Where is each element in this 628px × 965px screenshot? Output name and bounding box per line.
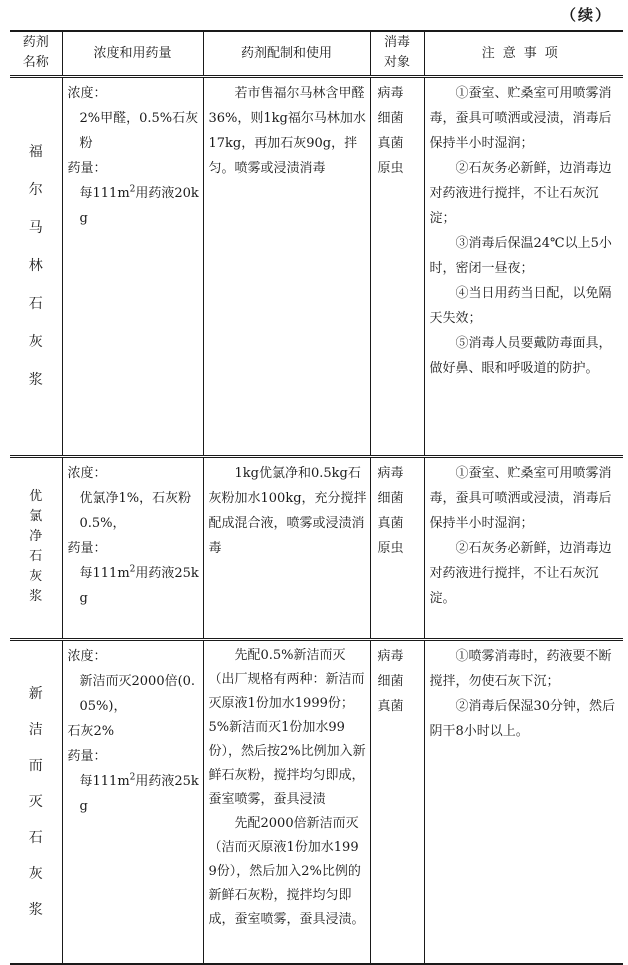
header-preparation: 药剂配制和使用 xyxy=(203,31,370,76)
row-concentration: 浓度： 新洁而灭2000倍(0.05%)， 石灰2% 药量： 每$111m^2$用药液25kg xyxy=(62,639,203,964)
header-name: 药剂名称 xyxy=(10,31,62,76)
row-target: 病毒 细菌 真菌 原虫 xyxy=(370,456,424,639)
row-concentration: 浓度： 2%甲醛，0.5%石灰粉 药量： 每$111m^2$用药液20kg xyxy=(62,76,203,456)
row-notes: ①喷雾消毒时，药液要不断搅拌，勿使石灰下沉； ②消毒后保湿30分钟，然后阴干8小时以上。 xyxy=(424,639,623,964)
row-target: 病毒 细菌 真菌 原虫 xyxy=(370,76,424,456)
row-preparation: 1kg优氯净和0.5kg石灰粉加水100kg，充分搅拌配成混合液，喷雾或浸渍消毒 xyxy=(203,456,370,639)
row-concentration: 浓度： 优氯净1%，石灰粉0.5%， 药量： 每$111m^2$用药液25kg xyxy=(62,456,203,639)
continued-mark: （续） xyxy=(560,6,612,24)
header-row xyxy=(10,31,623,76)
row-notes: ①蚕室、贮桑室可用喷雾消毒，蚕具可喷洒或浸渍，消毒后保持半小时湿润； ②石灰务必新鲜，边消毒边对药液进行搅拌，不让石灰沉淀。 xyxy=(424,456,623,639)
disinfectant-table xyxy=(10,30,623,965)
table-row xyxy=(10,76,623,456)
table-row xyxy=(10,456,623,639)
row-preparation: 若市售福尔马林含甲醛36%，则1kg福尔马林加水17kg，再加石灰90g，拌匀。喷雾或浸渍消毒 xyxy=(203,76,370,456)
row-target: 病毒 细菌 真菌 xyxy=(370,639,424,964)
header-concentration: 浓度和用药量 xyxy=(62,31,203,76)
header-target: 消毒对象 xyxy=(370,31,424,76)
row-notes: ①蚕室、贮桑室可用喷雾消毒，蚕具可喷洒或浸渍，消毒后保持半小时湿润； ②石灰务必新鲜，边消毒边对药液进行搅拌，不让石灰沉淀； ③消毒后保温24℃以上5小时，密闭一昼夜； ④当日用药当日配，以免隔天失效； ⑤消毒人员要戴防毒面具，做好鼻、眼和呼吸道的防护。 xyxy=(424,76,623,456)
row-name: 福尔马林石灰浆 xyxy=(10,76,62,456)
row-name: 优氯净石灰浆 xyxy=(10,456,62,639)
row-preparation: 先配0.5%新洁而灭（出厂规格有两种：新洁而灭原液1份加水1999份；5%新洁而灭1份加水99份），然后按2%比例加入新鲜石灰粉，搅拌均匀即成，蚕室喷雾，蚕具浸渍 先配2000倍新洁而灭（洁而灭原液1份加水1999份），然后加入2%比例的新鲜石灰粉，搅拌均匀即成，蚕室喷雾，蚕具浸渍。 xyxy=(203,639,370,964)
row-name: 新洁而灭石灰浆 xyxy=(10,639,62,964)
header-notes: 注意事项 xyxy=(424,31,623,76)
table-row xyxy=(10,639,623,964)
